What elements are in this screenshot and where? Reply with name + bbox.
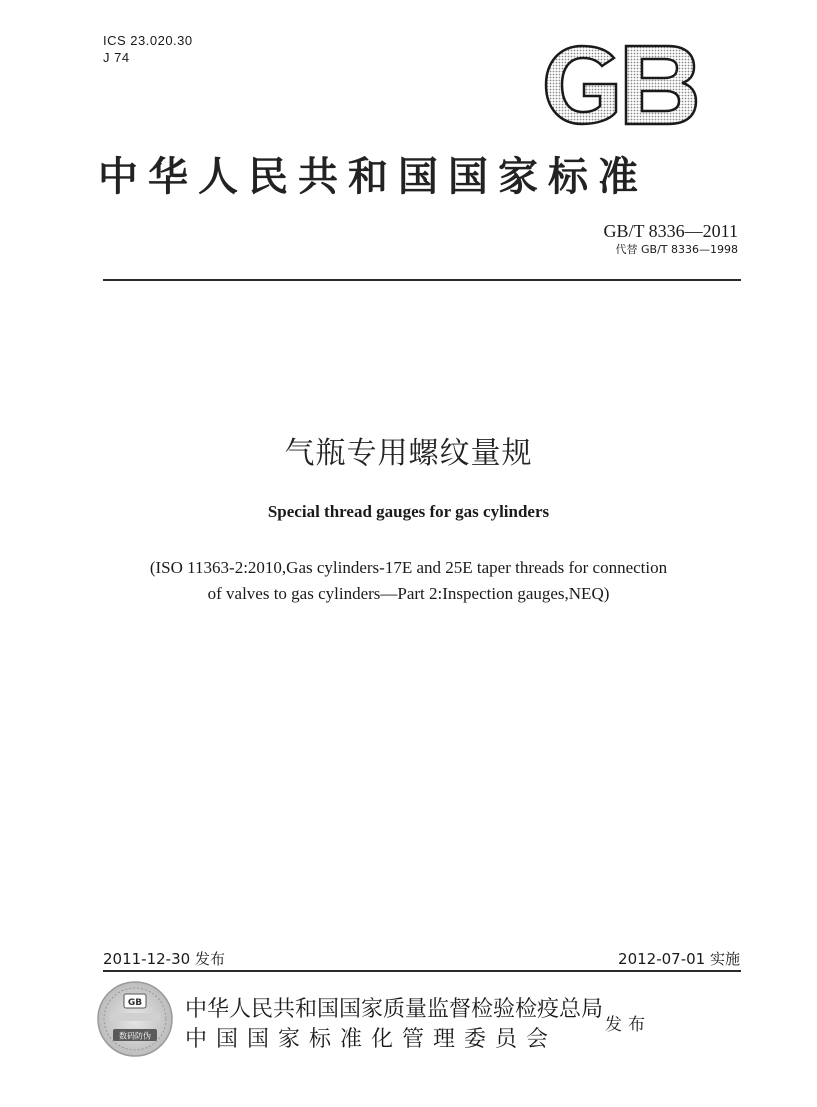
english-title: Special thread gauges for gas cylinders: [267, 502, 550, 521]
replaces-standard: 代替 GB/T 8336—1998: [615, 243, 738, 256]
national-standard-title: 中华人民共和国国家标准: [98, 154, 648, 200]
publish-label: 发布: [605, 1015, 651, 1035]
ccs-code: J 74: [103, 50, 130, 65]
anti-counterfeit-seal-icon: [96, 980, 174, 1058]
publisher-sac: 中国国家标准化管理委员会: [185, 1027, 558, 1052]
publisher-aqsiq: 中华人民共和国国家质量监督检验检疫总局: [185, 997, 604, 1022]
iso-reference-line-1: (ISO 11363-2:2010,Gas cylinders-17E and 25E taper threads for connection: [149, 558, 668, 577]
seal-label: 数码防伪: [119, 1031, 151, 1041]
ics-code: ICS 23.020.30: [103, 33, 193, 48]
top-divider: [103, 279, 741, 281]
iso-reference-line-2: of valves to gas cylinders—Part 2:Inspection gauges,NEQ): [207, 584, 610, 603]
chinese-title: 气瓶专用螺纹量规: [284, 436, 533, 471]
issue-date: 2011-12-30 发布: [103, 950, 225, 968]
implementation-date: 2012-07-01 实施: [618, 950, 740, 968]
bottom-divider: [103, 970, 741, 972]
svg-text:GB: GB: [127, 998, 143, 1008]
classification-codes: [103, 32, 193, 66]
gb-logo-icon: [540, 40, 700, 130]
iso-reference: [60, 555, 757, 607]
standard-number: GB/T 8336—2011: [603, 221, 738, 241]
